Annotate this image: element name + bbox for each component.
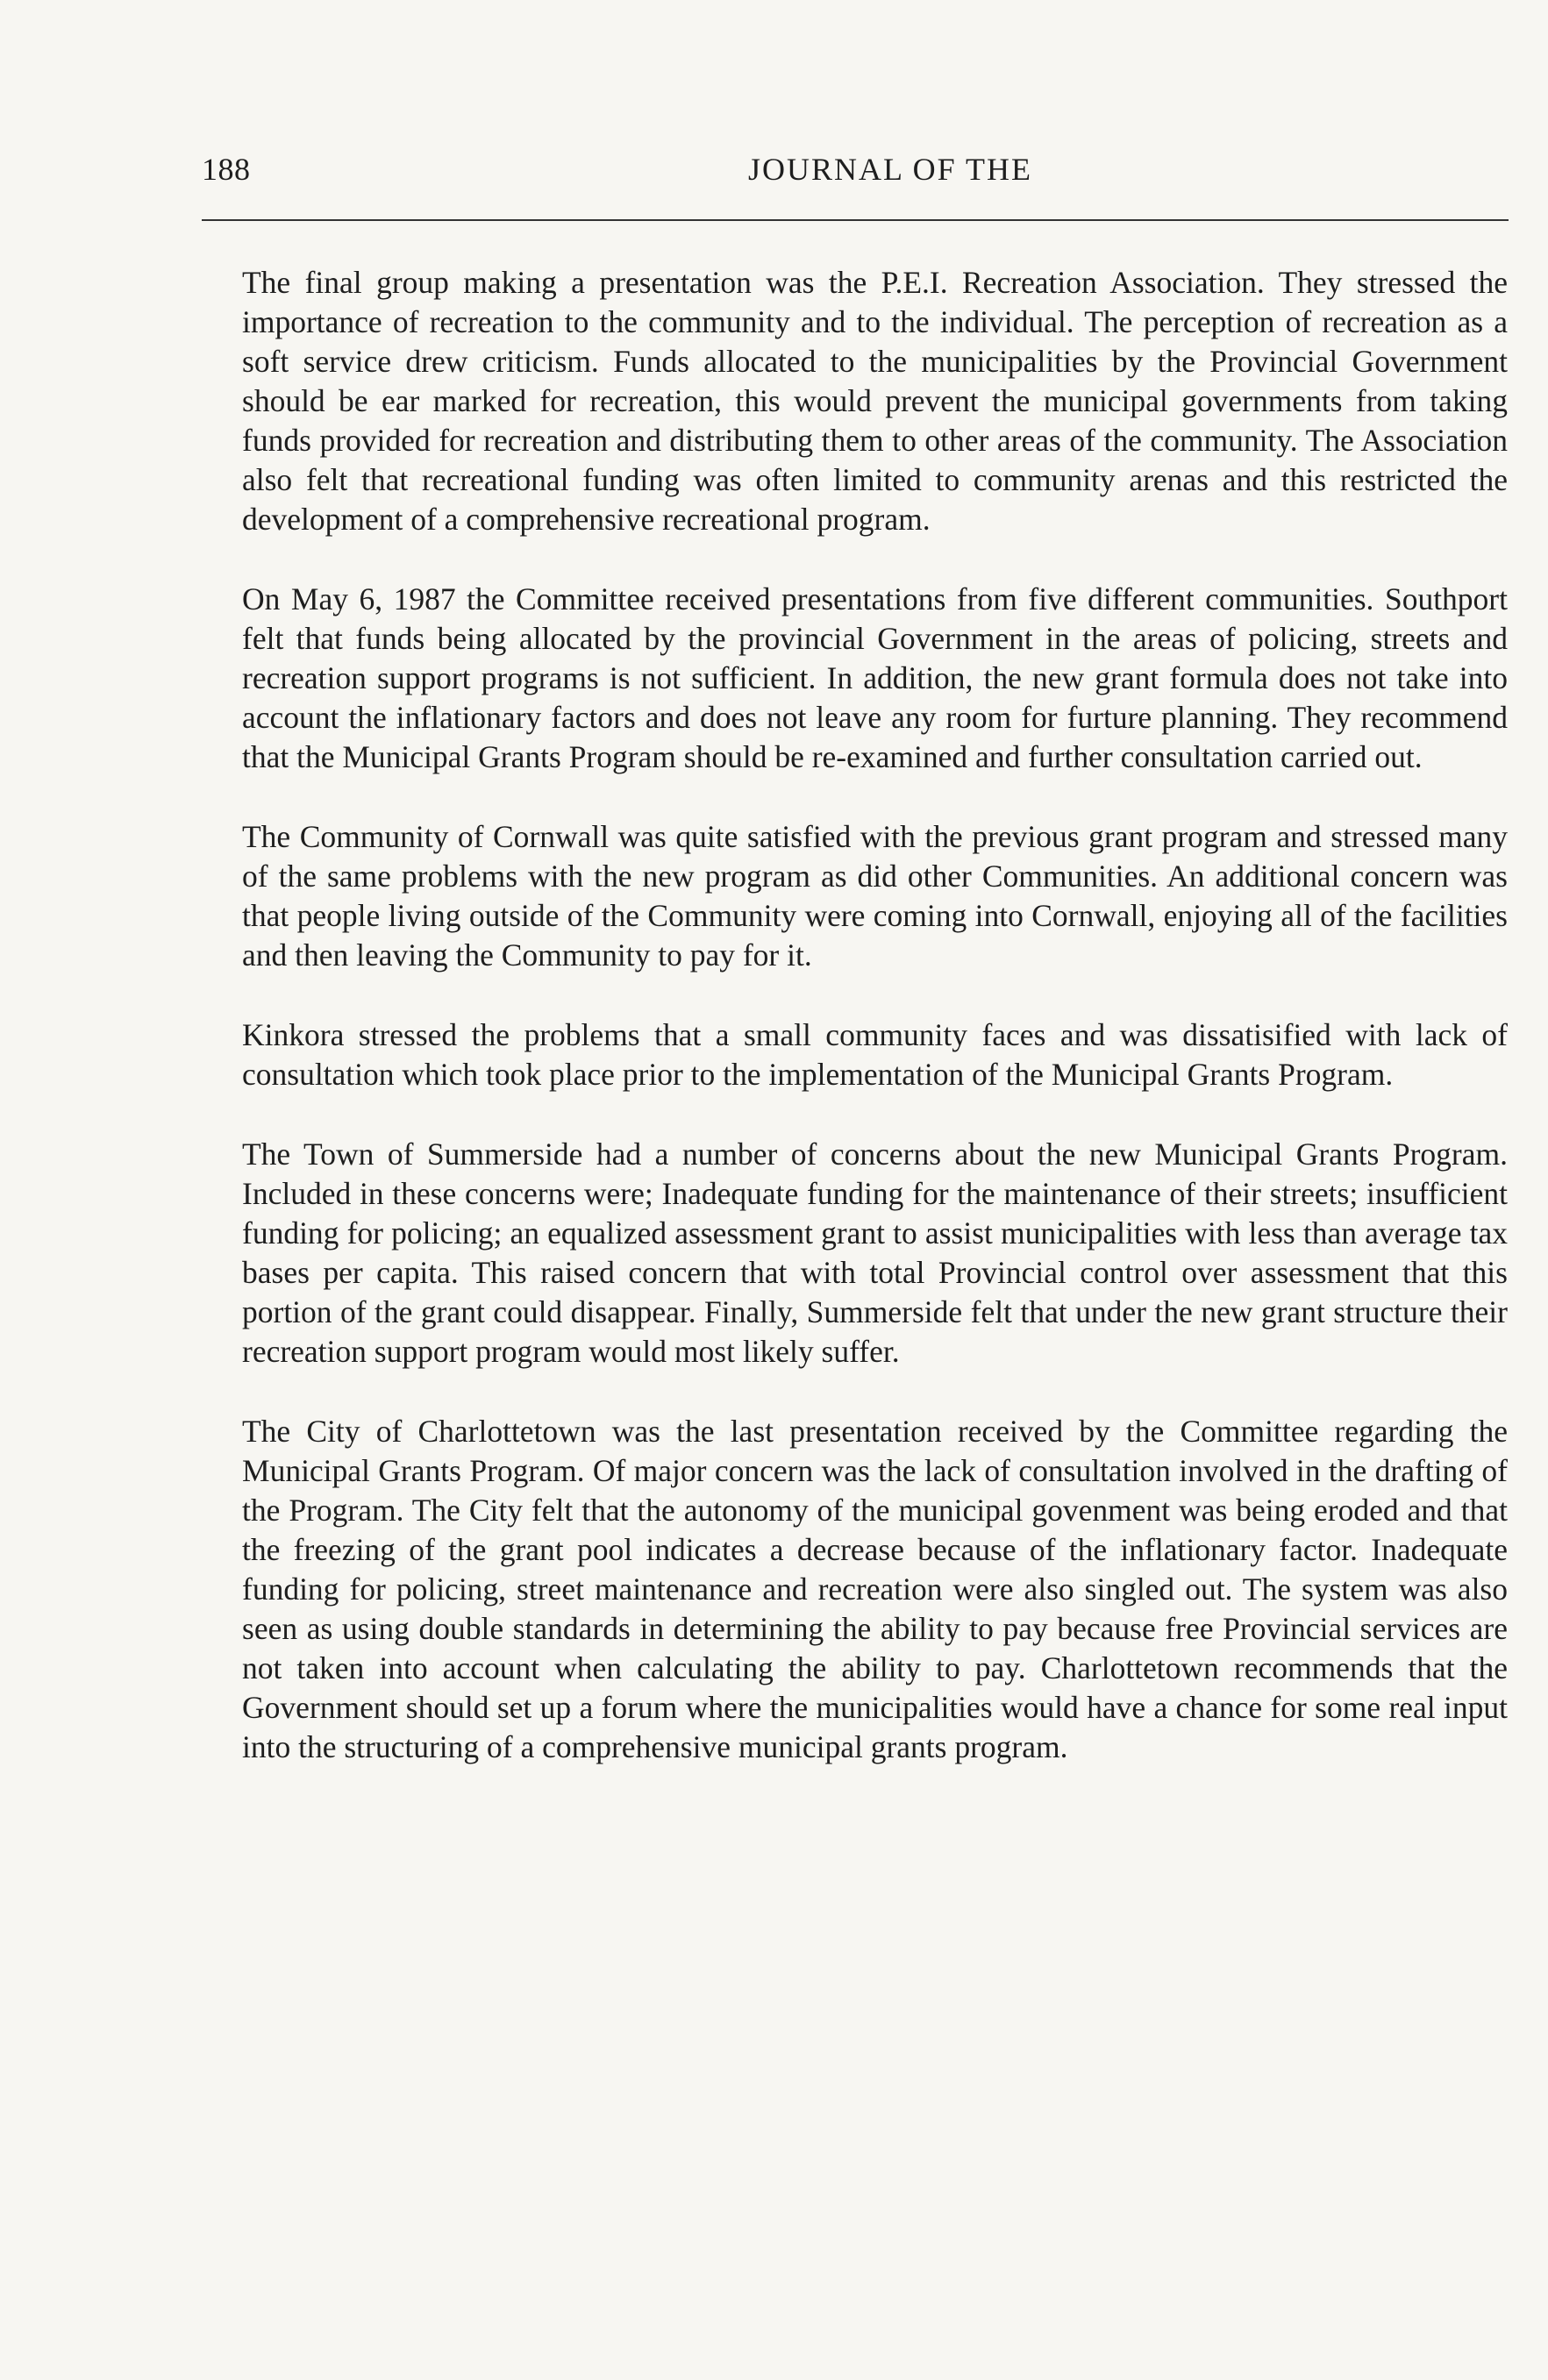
journal-title: JOURNAL OF THE — [747, 152, 1032, 187]
running-head — [202, 151, 1509, 195]
body-text — [242, 263, 1508, 1807]
header-rule — [202, 219, 1509, 221]
paragraph-recreation-association: The final group making a presentation was the P.E.I. Recreation Association. They stressed the importance of recreation to the community and to the individual. The perception of recreation as a soft service drew criticism. Funds allocated to the municipalities by the Provincial Government should be ear marked for recreation, this would prevent the municipal governments from taking funds provided for recreation and distributing them to other areas of the community. The Association also felt that recreational funding was often limited to community arenas and this restricted the development of a comprehensive recreational program. — [242, 265, 1508, 537]
paragraph-charlottetown: The City of Charlottetown was the last presentation received by the Committee regarding the Municipal Grants Program. Of major concern was the lack of consultation involved in the drafting of the Program. The City felt that the autonomy of the municipal govenment was being eroded and that the freezing of the grant pool indicates a decrease because of the inflationary factor. Inadequate funding for policing, street maintenance and recreation were also singled out. The system was also seen as using double standards in determining the ability to pay because free Provincial services are not taken into account when calculating the ability to pay. Charlottetown recommends that the Government should set up a forum where the municipalities would have a chance for some real input into the structuring of a comprehensive municipal grants program. — [242, 1414, 1508, 1764]
paragraph-summerside: The Town of Summerside had a number of concerns about the new Municipal Grants Program. Included in these concerns were; Inadequate funding for the maintenance of their streets; insufficient funding for policing; an equalized assessment grant to assist municipalities with less than average tax bases per capita. This raised concern that with total Provincial control over assessment that this portion of the grant could disappear. Finally, Summerside felt that under the new grant structure their recreation support program would most likely suffer. — [242, 1137, 1508, 1369]
page-number: 188 — [202, 152, 251, 187]
paragraph-kinkora: Kinkora stressed the problems that a small community faces and was dissatisified with lack of consultation which took place prior to the implementation of the Municipal Grants Program. — [242, 1017, 1508, 1092]
paragraph-cornwall: The Community of Cornwall was quite satisfied with the previous grant program and stressed many of the same problems with the new program as did other Communities. An additional concern was that people living outside of the Community were coming into Cornwall, enjoying all of the facilities and then leaving the Community to pay for it. — [242, 819, 1508, 973]
paragraph-southport: On May 6, 1987 the Committee received presentations from five different communities. Southport felt that funds being allocated by the provincial Government in the areas of policing, streets and recreation support programs is not sufficient. In addition, the new grant formula does not take into account the inflationary factors and does not leave any room for furture planning. They recommend that the Municipal Grants Program should be re-examined and further consultation carried out. — [242, 581, 1508, 774]
